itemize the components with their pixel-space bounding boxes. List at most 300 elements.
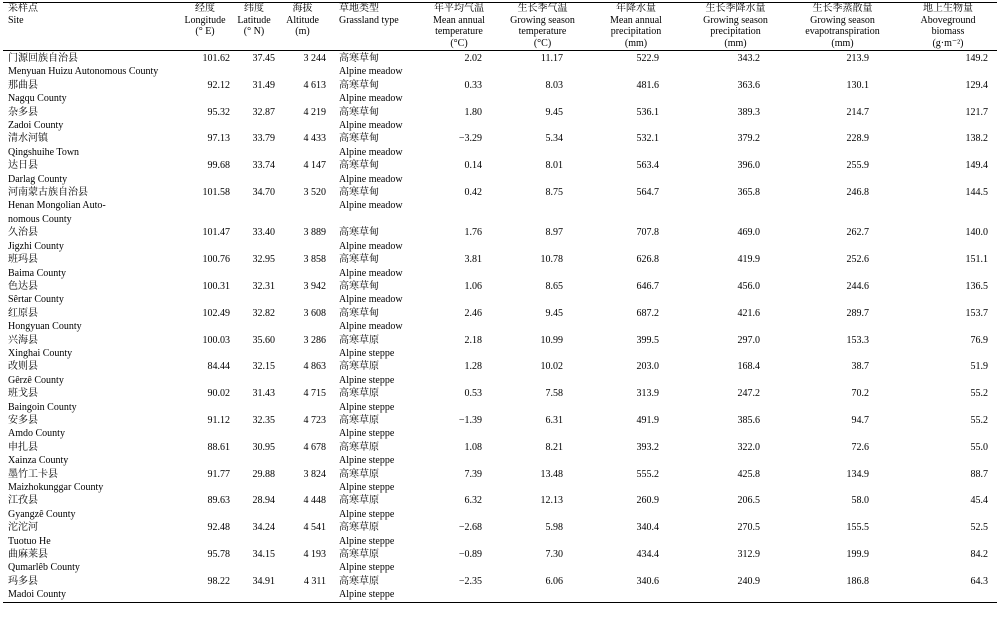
grassland-type-line: 高寒草原 <box>339 495 379 507</box>
table-row <box>3 414 997 441</box>
cell-lat: 29.88 <box>252 468 275 480</box>
table-row <box>3 441 997 468</box>
cell-gst: 8.21 <box>545 441 563 453</box>
cell-alt: 3 244 <box>303 53 326 64</box>
cell-gse: 72.6 <box>851 441 869 453</box>
grassland-type-line: 高寒草原 <box>339 575 379 587</box>
cell-mat: 0.33 <box>464 79 482 91</box>
cell-gse: 255.9 <box>846 160 869 172</box>
cell-site <box>3 79 179 106</box>
cell-lat: 34.91 <box>252 575 275 587</box>
cell-alt: 4 715 <box>303 388 326 400</box>
site-name-line: Menyuan Huizu Autonomous County <box>8 66 159 78</box>
cell-lat: 35.60 <box>252 334 275 346</box>
header-line: (m) <box>295 26 310 37</box>
grassland-type-line: 高寒草甸 <box>339 160 379 172</box>
cell-agb: 144.5 <box>965 187 988 199</box>
cell-map: 203.0 <box>636 361 659 373</box>
header-gst <box>498 3 587 51</box>
site-name-line: Nagqu County <box>8 93 67 105</box>
cell-gsp: 421.6 <box>737 307 760 319</box>
cell-map: 340.6 <box>636 575 659 587</box>
grassland-type-line: 高寒草甸 <box>339 79 379 91</box>
cell-gst: 5.34 <box>545 133 563 145</box>
cell-mat: 1.80 <box>464 106 482 118</box>
cell-lat: 31.43 <box>252 388 275 400</box>
cell-gst: 6.31 <box>545 414 563 426</box>
header-line: Latitude <box>237 14 271 26</box>
grassland-type-line: 高寒草原 <box>339 441 379 453</box>
grassland-type-line: Alpine steppe <box>339 562 395 574</box>
cell-grassland-type <box>328 253 420 280</box>
cell-mat: −2.68 <box>458 522 482 534</box>
cell-map: 532.1 <box>636 133 659 145</box>
grassland-type-line: Alpine meadow <box>339 66 403 78</box>
header-line: Growing season <box>510 14 575 26</box>
cell-alt: 4 863 <box>303 361 326 373</box>
grassland-type-line: Alpine meadow <box>339 120 403 132</box>
header-gsp <box>685 3 786 51</box>
site-name-line: Darlag County <box>8 173 68 185</box>
cell-alt: 4 311 <box>303 575 326 587</box>
cell-site <box>3 132 179 159</box>
cell-gse: 213.9 <box>846 53 869 64</box>
table-row <box>3 548 997 575</box>
cell-agb: 84.2 <box>970 549 988 561</box>
cell-map: 707.8 <box>636 227 659 239</box>
cell-lon: 101.47 <box>202 227 230 239</box>
header-mat <box>420 3 498 51</box>
grassland-type-line: Alpine meadow <box>339 146 403 158</box>
site-name-line: Sêrtar County <box>8 294 64 306</box>
cell-mat: −1.39 <box>458 414 482 426</box>
cell-agb: 140.0 <box>965 227 988 239</box>
cell-lat: 32.82 <box>252 307 275 319</box>
cell-gst: 8.65 <box>545 280 563 292</box>
cell-gsp: 312.9 <box>737 549 760 561</box>
cell-lat: 34.70 <box>252 187 275 199</box>
cell-gsp: 247.2 <box>737 388 760 400</box>
cell-map: 646.7 <box>636 280 659 292</box>
table-row <box>3 521 997 548</box>
cell-grassland-type <box>328 468 420 495</box>
cell-site <box>3 360 179 387</box>
table-row <box>3 307 997 334</box>
header-line: temperature <box>435 26 483 37</box>
cell-agb: 45.4 <box>970 495 988 507</box>
cell-agb: 151.1 <box>965 254 988 266</box>
table-row <box>3 132 997 159</box>
cell-map: 564.7 <box>636 187 659 199</box>
cell-gst: 8.97 <box>545 227 563 239</box>
cell-agb: 138.2 <box>965 133 988 145</box>
table-body <box>3 52 997 602</box>
cell-lat: 31.49 <box>252 79 275 91</box>
table-row <box>3 159 997 186</box>
site-name-line: Madoi County <box>8 589 67 601</box>
cell-agb: 51.9 <box>970 361 988 373</box>
cell-site <box>3 521 179 548</box>
grassland-type-line: Alpine steppe <box>339 428 395 440</box>
site-name-line: Hongyuan County <box>8 321 82 333</box>
header-line: 纬度 <box>244 3 264 14</box>
site-name-line: Zadoi County <box>8 120 64 132</box>
cell-site <box>3 106 179 133</box>
cell-grassland-type <box>328 280 420 307</box>
cell-alt: 4 723 <box>303 414 326 426</box>
cell-gst: 5.98 <box>545 522 563 534</box>
cell-site <box>3 159 179 186</box>
header-line: (° E) <box>195 26 215 37</box>
cell-agb: 121.7 <box>965 106 988 118</box>
cell-agb: 136.5 <box>965 280 988 292</box>
header-line: Site <box>8 14 24 26</box>
cell-mat: 0.14 <box>464 160 482 172</box>
table-row <box>3 575 997 602</box>
site-name-line: Qingshuihe Town <box>8 146 80 158</box>
cell-lat: 32.31 <box>252 280 275 292</box>
cell-lon: 99.68 <box>207 160 230 172</box>
header-latitude <box>231 3 277 51</box>
site-name-line: 安多县 <box>8 414 38 426</box>
cell-alt: 3 286 <box>303 334 326 346</box>
grassland-type-line: Alpine steppe <box>339 589 395 601</box>
table-row <box>3 186 997 226</box>
site-name-line: Xinghai County <box>8 347 73 359</box>
cell-grassland-type <box>328 387 420 414</box>
cell-site <box>3 52 179 79</box>
cell-site <box>3 548 179 575</box>
cell-agb: 88.7 <box>970 468 988 480</box>
cell-agb: 149.2 <box>965 53 988 64</box>
cell-site <box>3 441 179 468</box>
cell-agb: 149.4 <box>965 160 988 172</box>
header-line: 生长季蒸散量 <box>812 3 873 14</box>
cell-lon: 91.77 <box>207 468 230 480</box>
cell-gsp: 363.6 <box>737 79 760 91</box>
cell-alt: 3 520 <box>303 187 326 199</box>
cell-site <box>3 186 179 226</box>
cell-lon: 97.13 <box>207 133 230 145</box>
site-name-line: 清水河镇 <box>8 133 48 145</box>
cell-map: 491.9 <box>636 414 659 426</box>
header-site <box>3 3 179 51</box>
cell-map: 687.2 <box>636 307 659 319</box>
site-name-line: nomous County <box>8 213 72 225</box>
cell-agb: 55.2 <box>970 388 988 400</box>
cell-gsp: 469.0 <box>737 227 760 239</box>
cell-map: 393.2 <box>636 441 659 453</box>
cell-gse: 244.6 <box>846 280 869 292</box>
cell-alt: 3 889 <box>303 227 326 239</box>
cell-map: 563.4 <box>636 160 659 172</box>
cell-map: 536.1 <box>636 106 659 118</box>
grassland-type-line: Alpine steppe <box>339 482 395 493</box>
grassland-type-line: 高寒草甸 <box>339 307 379 319</box>
table-row <box>3 79 997 106</box>
cell-gst: 7.30 <box>545 549 563 561</box>
cell-mat: 2.18 <box>464 334 482 346</box>
cell-agb: 55.2 <box>970 414 988 426</box>
grassland-type-line: 高寒草原 <box>339 522 379 534</box>
cell-mat: 0.53 <box>464 388 482 400</box>
cell-gst: 8.75 <box>545 187 563 199</box>
grassland-type-line: Alpine meadow <box>339 321 403 333</box>
site-name-line: 班戈县 <box>8 388 38 400</box>
cell-gsp: 297.0 <box>737 334 760 346</box>
cell-gst: 8.01 <box>545 160 563 172</box>
table-row <box>3 387 997 414</box>
grassland-type-line: 高寒草甸 <box>339 254 379 266</box>
header-line: (°C) <box>450 37 468 49</box>
cell-lon: 92.48 <box>207 522 230 534</box>
cell-lon: 100.03 <box>202 334 230 346</box>
grassland-type-line: Alpine meadow <box>339 267 403 279</box>
cell-lat: 30.95 <box>252 441 275 453</box>
cell-lon: 100.31 <box>202 280 230 292</box>
table-row <box>3 468 997 495</box>
cell-gst: 13.48 <box>540 468 563 480</box>
cell-lon: 91.12 <box>207 414 230 426</box>
cell-gsp: 379.2 <box>737 133 760 145</box>
header-line: 生长季降水量 <box>705 3 766 14</box>
cell-site <box>3 414 179 441</box>
cell-site <box>3 387 179 414</box>
cell-agb: 55.0 <box>970 441 988 453</box>
cell-gst: 10.78 <box>540 254 563 266</box>
grassland-type-line: Alpine steppe <box>339 508 395 520</box>
cell-gse: 155.5 <box>846 522 869 534</box>
cell-grassland-type <box>328 334 420 361</box>
cell-gst: 9.45 <box>545 106 563 118</box>
grassland-type-line: 高寒草甸 <box>339 227 379 239</box>
cell-gst: 6.06 <box>545 575 563 587</box>
grassland-type-line: 高寒草原 <box>339 334 379 346</box>
cell-gse: 262.7 <box>846 227 869 239</box>
cell-grassland-type <box>328 79 420 106</box>
cell-grassland-type <box>328 186 420 226</box>
cell-grassland-type <box>328 226 420 253</box>
cell-alt: 3 858 <box>303 254 326 266</box>
cell-lat: 33.74 <box>252 160 275 172</box>
table-row <box>3 280 997 307</box>
header-line: temperature <box>518 26 567 37</box>
grassland-type-line: 高寒草甸 <box>339 280 379 292</box>
cell-gsp: 385.6 <box>737 414 760 426</box>
header-line: 草地类型 <box>339 3 379 14</box>
cell-lon: 84.44 <box>207 361 230 373</box>
cell-map: 313.9 <box>636 388 659 400</box>
cell-gse: 130.1 <box>846 79 869 91</box>
site-name-line: 兴海县 <box>8 334 38 346</box>
cell-grassland-type <box>328 521 420 548</box>
cell-gse: 58.0 <box>851 495 869 507</box>
cell-gst: 7.58 <box>545 388 563 400</box>
grassland-type-line: 高寒草甸 <box>339 53 379 64</box>
header-line: biomass <box>931 26 965 37</box>
cell-gse: 70.2 <box>851 388 869 400</box>
header-line: 年平均气温 <box>434 3 484 14</box>
site-name-line: Gyangzê County <box>8 508 76 520</box>
grassland-type-line: Alpine steppe <box>339 374 395 386</box>
cell-lon: 101.62 <box>202 53 230 64</box>
cell-gsp: 270.5 <box>737 522 760 534</box>
table-row <box>3 334 997 361</box>
cell-lon: 92.12 <box>207 79 230 91</box>
site-name-line: 江孜县 <box>8 495 38 507</box>
header-map <box>587 3 685 51</box>
cell-lon: 90.02 <box>207 388 230 400</box>
cell-gse: 199.9 <box>846 549 869 561</box>
cell-gsp: 240.9 <box>737 575 760 587</box>
cell-alt: 3 824 <box>303 468 326 480</box>
table-row <box>3 253 997 280</box>
cell-gse: 94.7 <box>851 414 869 426</box>
header-line: (° N) <box>243 26 265 37</box>
header-gse <box>786 3 899 51</box>
cell-agb: 76.9 <box>970 334 988 346</box>
cell-gst: 10.02 <box>540 361 563 373</box>
site-name-line: 曲麻莱县 <box>8 549 48 561</box>
grassland-type-line: Alpine steppe <box>339 401 395 413</box>
site-name-line: 达日县 <box>8 160 38 172</box>
cell-lat: 32.87 <box>252 106 275 118</box>
cell-gsp: 322.0 <box>737 441 760 453</box>
cell-mat: −0.89 <box>458 549 482 561</box>
site-name-line: 门源回族自治县 <box>8 53 78 64</box>
grassland-type-line: Alpine meadow <box>339 200 403 212</box>
grassland-type-line: Alpine meadow <box>339 240 403 252</box>
cell-site <box>3 494 179 521</box>
cell-alt: 4 219 <box>303 106 326 118</box>
cell-lon: 95.78 <box>207 549 230 561</box>
site-name-line: Tuotuo He <box>8 535 51 547</box>
cell-lat: 32.35 <box>252 414 275 426</box>
cell-gst: 12.13 <box>540 495 563 507</box>
cell-site <box>3 226 179 253</box>
cell-gse: 214.7 <box>846 106 869 118</box>
grassland-type-line: 高寒草甸 <box>339 187 379 199</box>
cell-mat: 1.06 <box>464 280 482 292</box>
site-name-line: Qumarlêb County <box>8 562 80 574</box>
cell-agb: 153.7 <box>965 307 988 319</box>
cell-grassland-type <box>328 548 420 575</box>
cell-gsp: 343.2 <box>737 53 760 64</box>
cell-site <box>3 575 179 602</box>
cell-gse: 252.6 <box>846 254 869 266</box>
cell-gse: 38.7 <box>851 361 869 373</box>
cell-lat: 37.45 <box>252 53 275 64</box>
cell-map: 434.4 <box>636 549 659 561</box>
cell-mat: 1.76 <box>464 227 482 239</box>
site-name-line: Gêrzê County <box>8 374 64 386</box>
cell-mat: 6.32 <box>464 495 482 507</box>
cell-grassland-type <box>328 414 420 441</box>
header-line: Mean annual <box>433 14 485 26</box>
site-name-line: Baima County <box>8 267 67 279</box>
site-name-line: Xainza County <box>8 455 69 467</box>
cell-mat: −3.29 <box>458 133 482 145</box>
site-name-line: 沱沱河 <box>8 522 38 534</box>
grassland-type-line: Alpine meadow <box>339 173 403 185</box>
grassland-type-line: 高寒草原 <box>339 549 379 561</box>
cell-site <box>3 468 179 495</box>
table-row <box>3 106 997 133</box>
cell-gse: 186.8 <box>846 575 869 587</box>
grassland-type-line: Alpine meadow <box>339 93 403 105</box>
header-line: Growing season <box>703 14 768 26</box>
cell-site <box>3 253 179 280</box>
cell-gse: 134.9 <box>846 468 869 480</box>
site-name-line: 那曲县 <box>8 79 38 91</box>
cell-lat: 32.95 <box>252 254 275 266</box>
site-name-line: Baingoin County <box>8 401 77 413</box>
cell-gsp: 365.8 <box>737 187 760 199</box>
grassland-type-line: Alpine steppe <box>339 455 395 467</box>
header-line: Altitude <box>286 14 319 26</box>
cell-gst: 10.99 <box>540 334 563 346</box>
cell-lon: 100.76 <box>202 254 230 266</box>
cell-lon: 98.22 <box>207 575 230 587</box>
site-name-line: 河南蒙古族自治县 <box>8 187 88 199</box>
header-row <box>3 3 997 51</box>
cell-gsp: 419.9 <box>737 254 760 266</box>
cell-map: 340.4 <box>636 522 659 534</box>
cell-lon: 101.58 <box>202 187 230 199</box>
grassland-type-line: Alpine steppe <box>339 347 395 359</box>
site-name-line: 申扎县 <box>8 441 38 453</box>
site-name-line: 色达县 <box>8 280 38 292</box>
data-table-container <box>3 2 997 603</box>
cell-grassland-type <box>328 106 420 133</box>
cell-grassland-type <box>328 494 420 521</box>
cell-gsp: 396.0 <box>737 160 760 172</box>
cell-agb: 129.4 <box>965 79 988 91</box>
cell-lat: 34.15 <box>252 549 275 561</box>
header-line: 海拔 <box>292 3 313 14</box>
cell-site <box>3 334 179 361</box>
grassland-type-line: 高寒草甸 <box>339 133 379 145</box>
cell-gse: 228.9 <box>846 133 869 145</box>
cell-map: 626.8 <box>636 254 659 266</box>
table-row <box>3 494 997 521</box>
grassland-type-line: 高寒草原 <box>339 468 379 480</box>
cell-lon: 89.63 <box>207 495 230 507</box>
site-name-line: 改则县 <box>8 361 38 373</box>
header-line: Mean annual <box>610 14 662 26</box>
cell-agb: 52.5 <box>970 522 988 534</box>
cell-site <box>3 280 179 307</box>
bottom-rule <box>3 602 997 603</box>
grassland-type-line: 高寒草原 <box>339 388 379 400</box>
header-line: 生长季气温 <box>517 3 568 14</box>
cell-lon: 95.32 <box>207 106 230 118</box>
header-altitude <box>277 3 328 51</box>
cell-lat: 33.40 <box>252 227 275 239</box>
cell-agb: 64.3 <box>970 575 988 587</box>
cell-gse: 289.7 <box>846 307 869 319</box>
cell-gst: 9.45 <box>545 307 563 319</box>
site-name-line: Henan Mongolian Auto- <box>8 200 106 212</box>
header-agb <box>899 3 997 51</box>
site-name-line: Amdo County <box>8 428 65 440</box>
site-name-line: 玛多县 <box>8 575 38 587</box>
grassland-type-line: 高寒草原 <box>339 361 379 373</box>
header-line: (mm) <box>831 37 854 49</box>
cell-gsp: 206.5 <box>737 495 760 507</box>
site-name-line: 杂多县 <box>8 106 38 118</box>
site-name-line: 墨竹工卡县 <box>8 468 58 480</box>
